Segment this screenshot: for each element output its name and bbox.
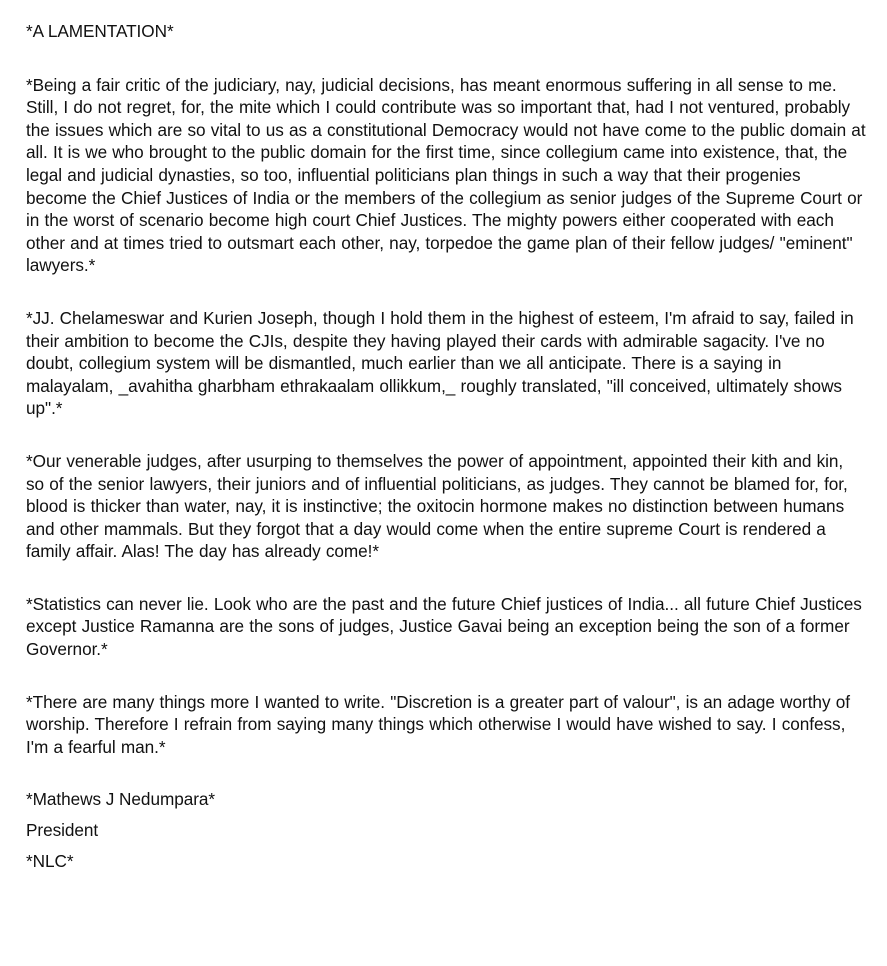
paragraph-critic-of-judiciary: *Being a fair critic of the judiciary, nay, judicial decisions, has meant enormous suffering in all sense to me. Still, I do not regret, for, the mite which I could contribute was so important that, had I not ventured, probably the issues which are so vital to us as a constitutional Democracy would not have come to the public domain at all. It is we who brought to the public domain for the first time, since collegium came into existence, that, the legal and judicial dynasties, so too, influential politicians plan things in such a way that their progenies become the Chief Justices of India or the members of the collegium as senior judges of the Supreme Court or in the worst of scenario become high court Chief Justices. The mighty powers either cooperated with each other and at times tried to outsmart each other, nay, torpedoe the game plan of their fellow judges/ "eminent" lawyers.* bbox=[26, 74, 866, 276]
paragraph-chelameswar-kurien: *JJ. Chelameswar and Kurien Joseph, though I hold them in the highest of esteem, I'm afraid to say, failed in their ambition to become the CJIs, despite they having played their cards with admirable sagacity. I've no doubt, collegium system will be dismantled, much earlier than we all anticipate. There is a saying in malayalam, _avahitha gharbham ethrakaalam ollikkum,_ roughly translated, "ill conceived, ultimately shows up".* bbox=[26, 307, 854, 419]
signature-block bbox=[26, 788, 866, 872]
signature-organization: *NLC* bbox=[26, 851, 74, 872]
document-title: *A LAMENTATION* bbox=[26, 21, 174, 41]
document-body bbox=[26, 20, 866, 881]
paragraph-discretion: *There are many things more I wanted to write. "Discretion is a greater part of valour", is an adage worthy of worship. Therefore I refrain from saying many things which otherwise I would have wished to say. I confess, I'm a fearful man.* bbox=[26, 691, 850, 757]
paragraph-statistics: *Statistics can never lie. Look who are the past and the future Chief justices of India... all future Chief Justices except Justice Ramanna are the sons of judges, Justice Gavai being an exception being the son of a former Governor.* bbox=[26, 593, 862, 660]
paragraph-venerable-judges: *Our venerable judges, after usurping to themselves the power of appointment, appointed their kith and kin, so of the senior lawyers, their juniors and of influential politicians, as judges. They cannot be blamed for, for, blood is thicker than water, nay, it is instinctive; the oxitocin hormone makes no distinction between humans and other mammals. But they forgot that a day would come when the entire supreme Court is rendered a family affair. Alas! The day has already come!* bbox=[26, 450, 848, 562]
signature-name: *Mathews J Nedumpara* bbox=[26, 789, 216, 810]
signature-position: President bbox=[26, 820, 99, 841]
